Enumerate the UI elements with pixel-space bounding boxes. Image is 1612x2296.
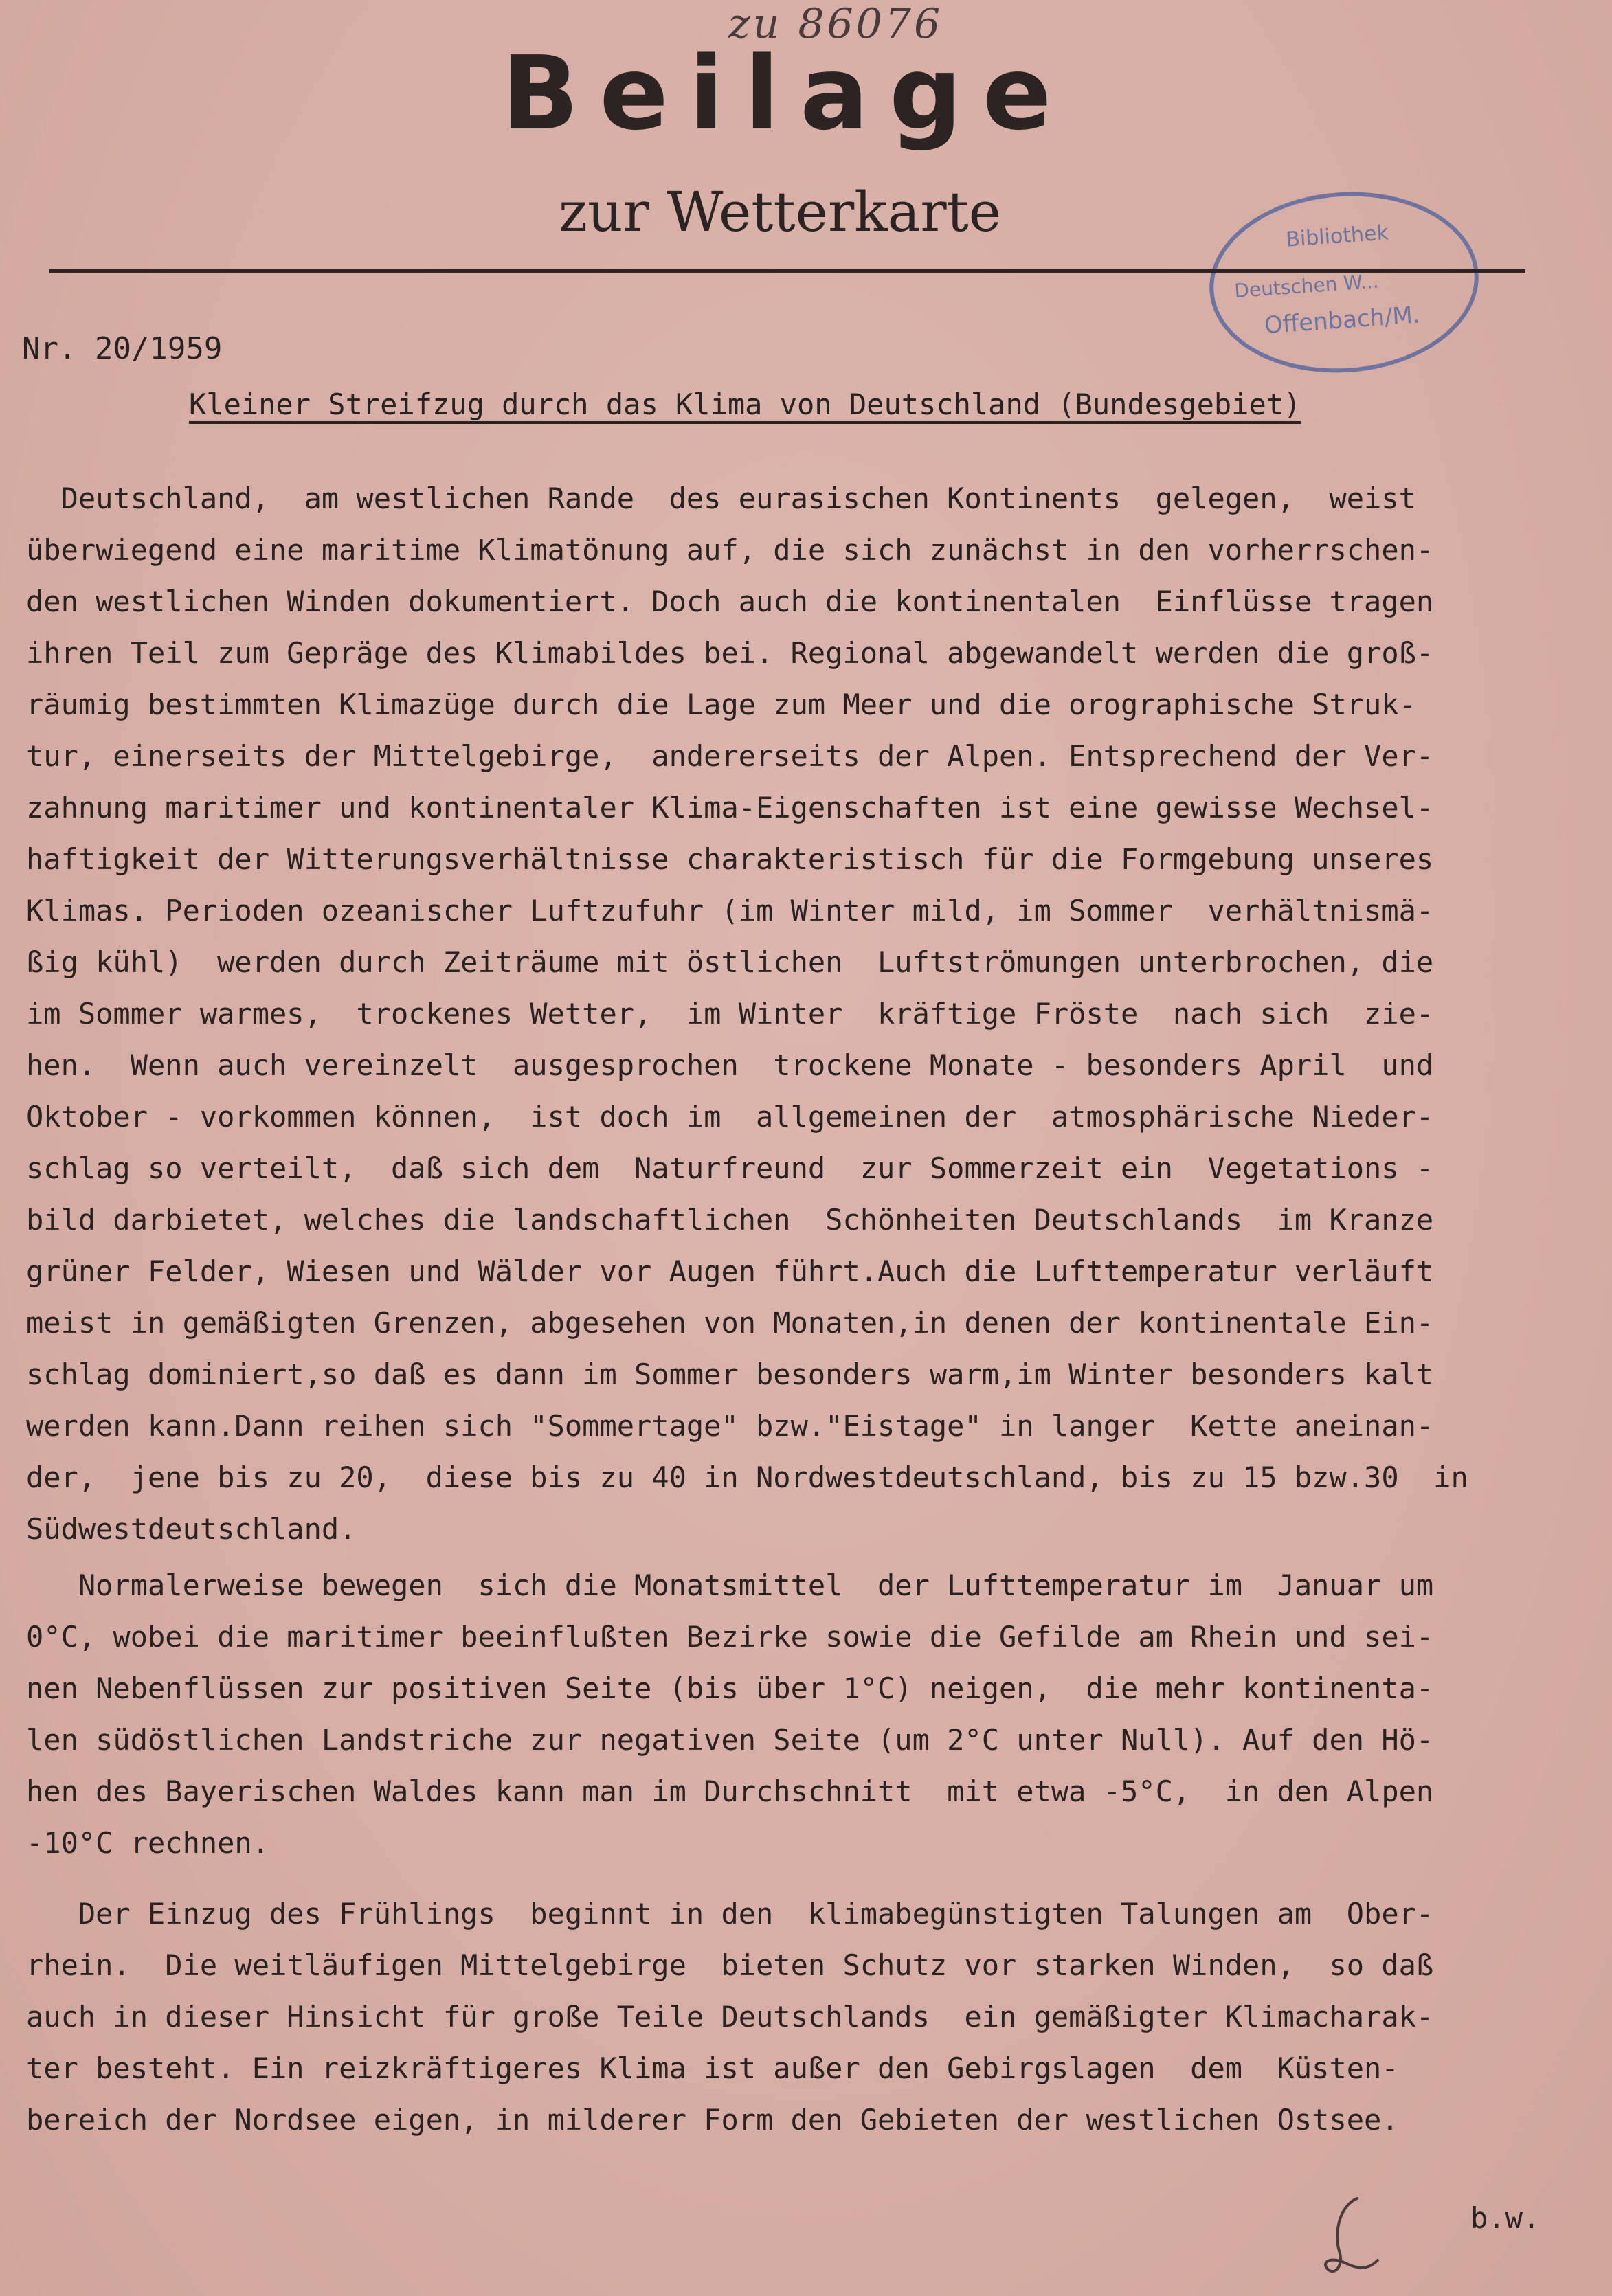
- text-line: 0°C, wobei die maritimer beeinflußten Bezirke sowie die Gefilde am Rhein und sei-: [26, 1620, 1434, 1654]
- issue-number: Nr. 20/1959: [22, 331, 223, 366]
- paragraph-1: [26, 473, 1545, 1555]
- paragraph-3: [26, 1888, 1545, 2146]
- continue-note: b.w.: [1470, 2201, 1541, 2235]
- document-title: Beilage: [501, 34, 1073, 153]
- text-line: bereich der Nordsee eigen, in milderer Form den Gebieten der westlichen Ostsee.: [26, 2103, 1399, 2137]
- text-line: Klimas. Perioden ozeanischer Luftzufuhr (im Winter mild, im Sommer verhältnismä-: [26, 894, 1434, 927]
- text-line: grüner Felder, Wiesen und Wälder vor Augen führt.Auch die Lufttemperatur verläuft: [26, 1254, 1434, 1288]
- stamp-line-2: Deutschen W...: [1233, 269, 1380, 303]
- text-line: bild darbietet, welches die landschaftlichen Schönheiten Deutschlands im Kranze: [26, 1203, 1434, 1237]
- text-line: hen des Bayerischen Waldes kann man im Durchschnitt mit etwa -5°C, in den Alpen: [26, 1775, 1434, 1808]
- paragraph-2: [26, 1560, 1545, 1869]
- text-line: rhein. Die weitläufigen Mittelgebirge bieten Schutz vor starken Winden, so daß: [26, 1948, 1434, 1982]
- text-line: -10°C rechnen.: [26, 1826, 270, 1860]
- text-line: werden kann.Dann reihen sich "Sommertage" bzw."Eistage" in langer Kette aneinan-: [26, 1409, 1434, 1443]
- text-line: haftigkeit der Witterungsverhältnisse charakteristisch für die Formgebung unseres: [26, 842, 1434, 876]
- text-line: räumig bestimmten Klimazüge durch die Lage zum Meer und die orographische Struk-: [26, 688, 1416, 721]
- text-line: den westlichen Winden dokumentiert. Doch auch die kontinentalen Einflüsse tragen: [26, 585, 1434, 618]
- text-line: überwiegend eine maritime Klimatönung auf, die sich zunächst in den vorherrschen-: [26, 533, 1434, 567]
- text-line: hen. Wenn auch vereinzelt ausgesprochen trockene Monate - besonders April und: [26, 1048, 1434, 1082]
- text-line: auch in dieser Hinsicht für große Teile Deutschlands ein gemäßigter Klimacharak-: [26, 2000, 1434, 2034]
- text-line: im Sommer warmes, trockenes Wetter, im Winter kräftige Fröste nach sich zie-: [26, 997, 1434, 1031]
- text-line: ter besteht. Ein reizkräftigeres Klima ist außer den Gebirgslagen dem Küsten-: [26, 2051, 1399, 2085]
- text-line: ßig kühl) werden durch Zeiträume mit östlichen Luftströmungen unterbrochen, die: [26, 945, 1434, 979]
- text-line: schlag dominiert,so daß es dann im Sommer besonders warm,im Winter besonders kalt: [26, 1358, 1434, 1391]
- text-line: schlag so verteilt, daß sich dem Naturfreund zur Sommerzeit ein Vegetations -: [26, 1151, 1434, 1185]
- text-line: zahnung maritimer und kontinentaler Klima-Eigenschaften ist eine gewisse Wechsel-: [26, 791, 1434, 824]
- text-line: Oktober - vorkommen können, ist doch im allgemeinen der atmosphärische Nieder-: [26, 1100, 1434, 1134]
- stamp-line-1: Bibliothek: [1285, 221, 1389, 252]
- text-line: Normalerweise bewegen sich die Monatsmittel der Lufttemperatur im Januar um: [26, 1568, 1434, 1602]
- article-heading: Kleiner Streifzug durch das Klima von Deutschland (Bundesgebiet): [189, 387, 1301, 421]
- text-line: len südöstlichen Landstriche zur negativen Seite (um 2°C unter Null). Auf den Hö-: [26, 1723, 1434, 1757]
- text-line: ihren Teil zum Gepräge des Klimabildes bei. Regional abgewandelt werden die groß-: [26, 636, 1434, 670]
- text-line: Südwestdeutschland.: [26, 1512, 357, 1546]
- text-line: Deutschland, am westlichen Rande des eurasischen Kontinents gelegen, weist: [26, 482, 1416, 515]
- stamp-line-3: Offenbach/M.: [1263, 301, 1421, 340]
- text-line: tur, einerseits der Mittelgebirge, andererseits der Alpen. Entsprechend der Ver-: [26, 739, 1434, 773]
- text-line: der, jene bis zu 20, diese bis zu 40 in Nordwestdeutschland, bis zu 15 bzw.30 in: [26, 1461, 1468, 1494]
- handwritten-initial: [1319, 2192, 1381, 2281]
- handwritten-catalog-note: zu 86076: [728, 0, 943, 48]
- header-divider: [49, 269, 1525, 273]
- text-line: meist in gemäßigten Grenzen, abgesehen von Monaten,in denen der kontinentale Ein-: [26, 1306, 1434, 1340]
- text-line: Der Einzug des Frühlings beginnt in den klimabegünstigten Talungen am Ober-: [26, 1897, 1434, 1931]
- document-subtitle: zur Wetterkarte: [558, 180, 1002, 244]
- text-line: nen Nebenflüssen zur positiven Seite (bis über 1°C) neigen, die mehr kontinenta-: [26, 1672, 1434, 1705]
